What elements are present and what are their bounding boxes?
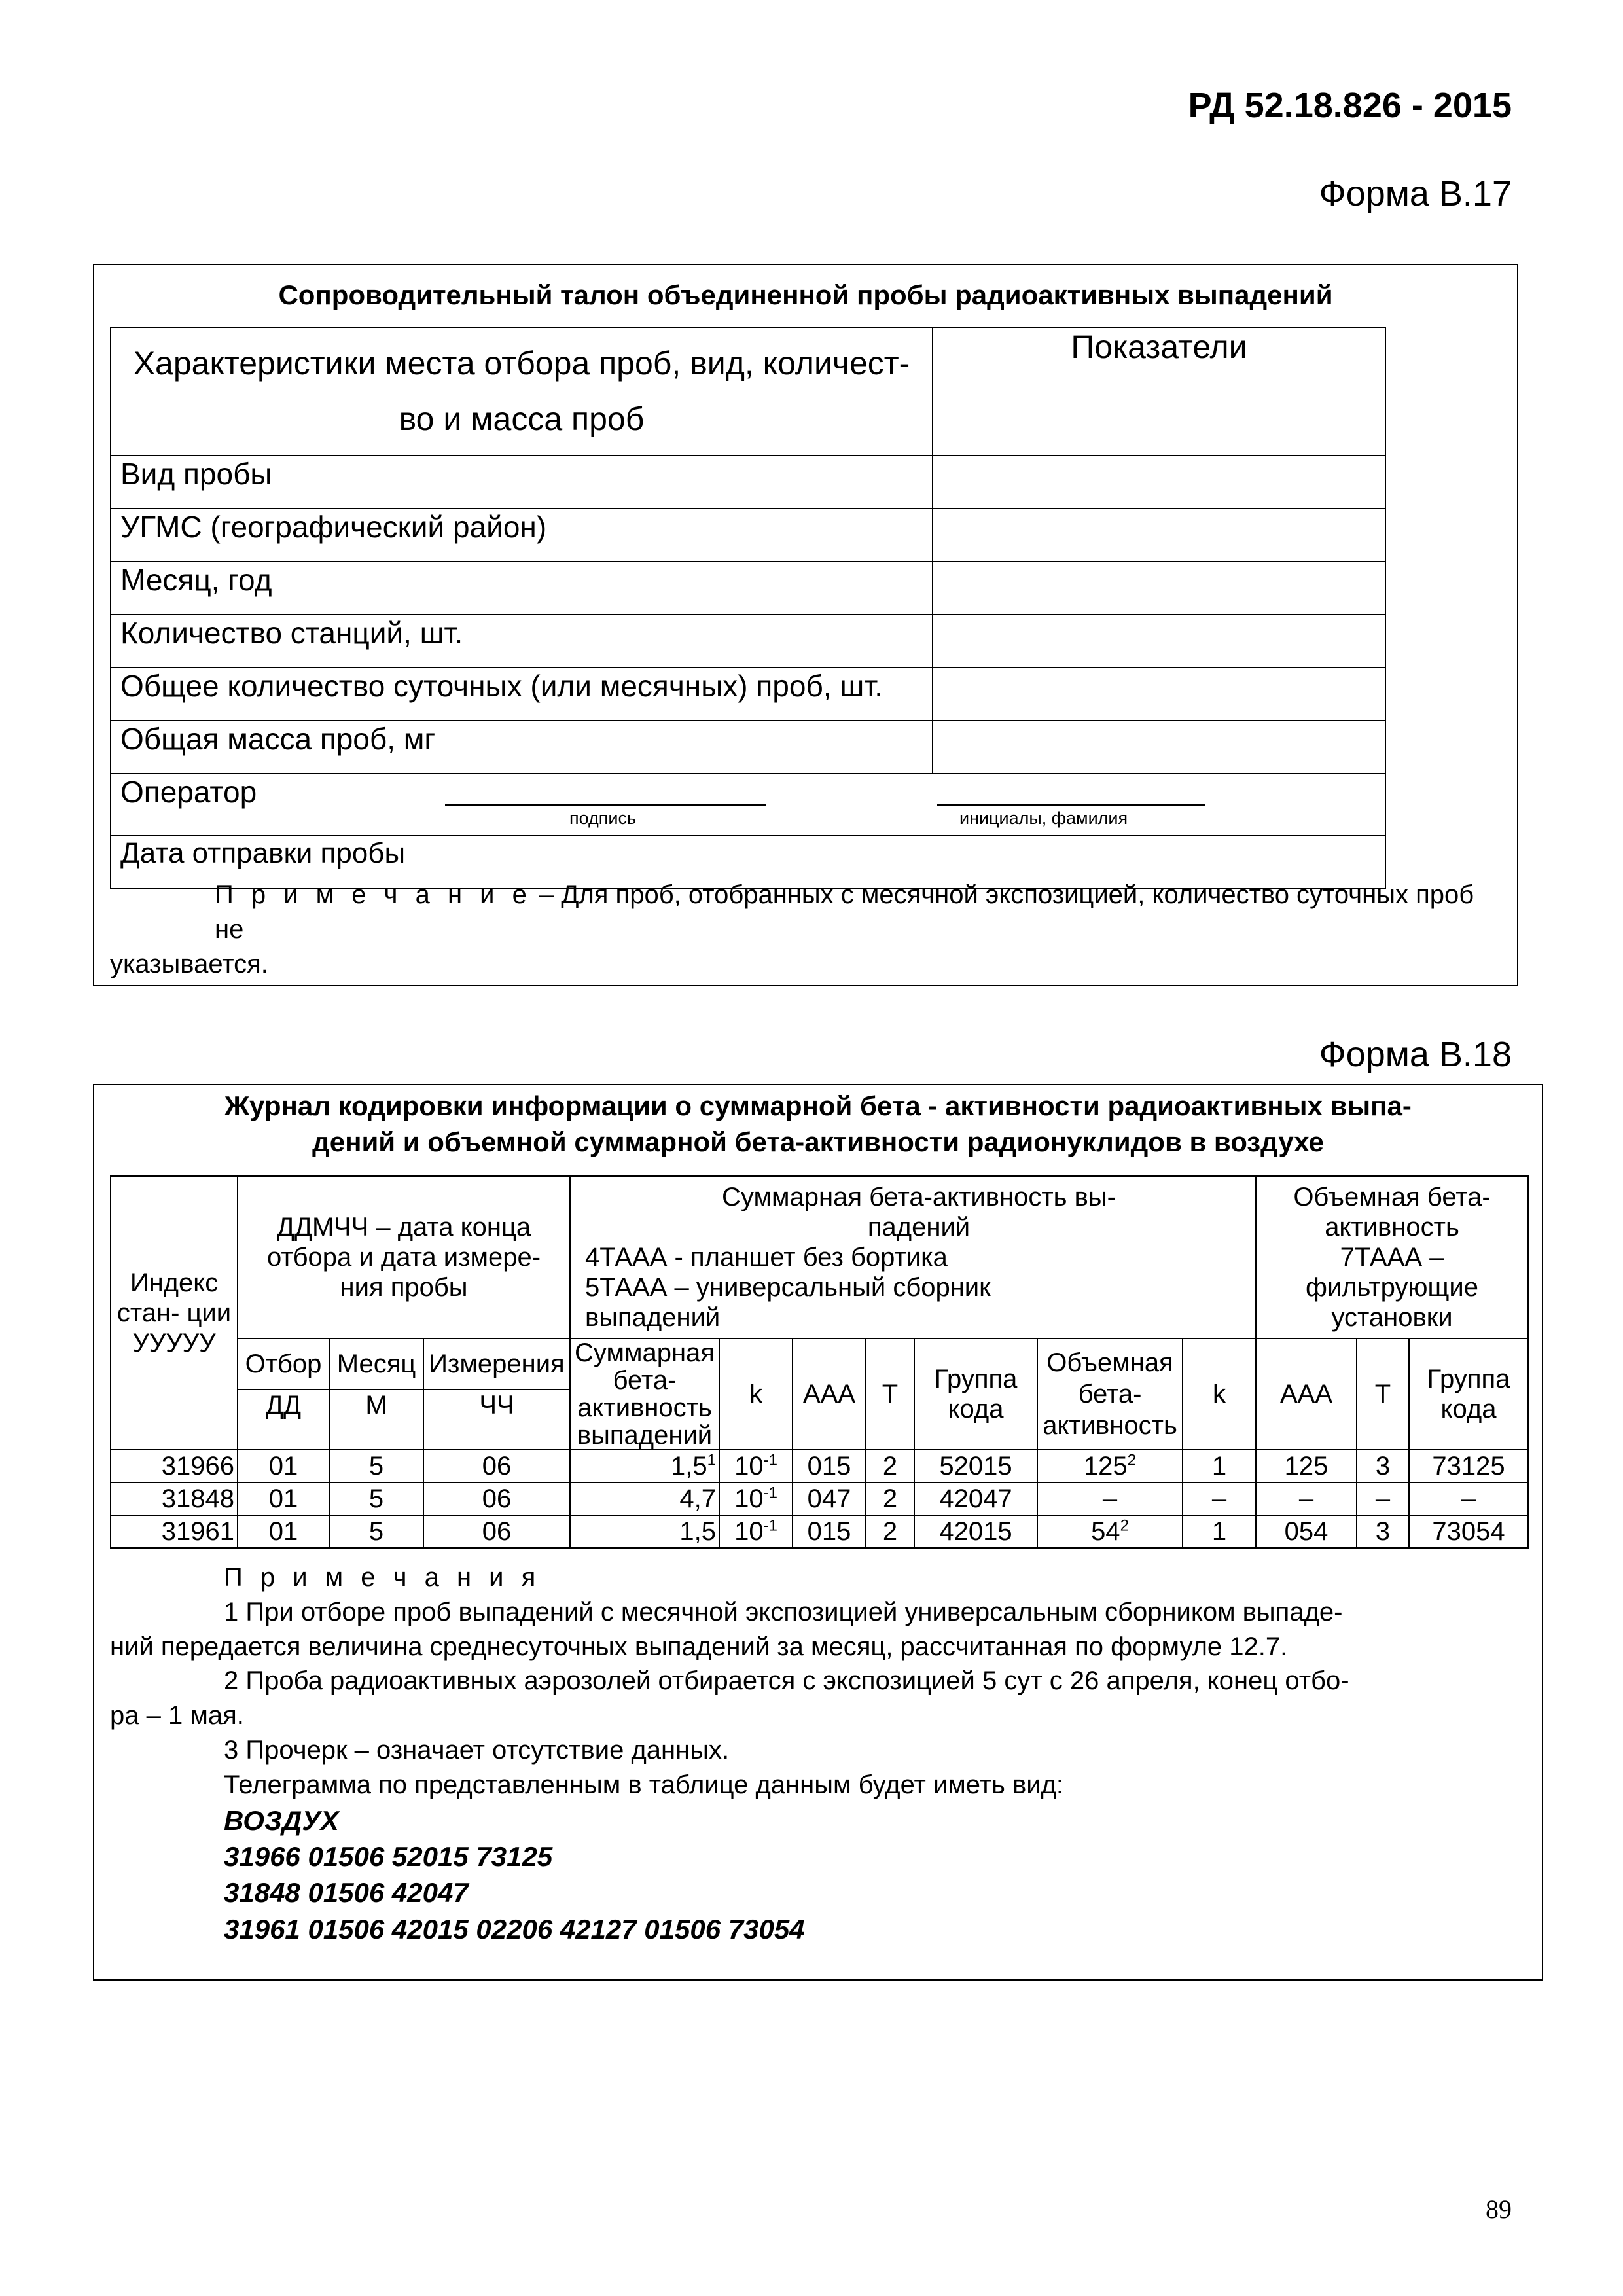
form17-row-label: Месяц, год (111, 562, 933, 615)
telegram-line: 31966 01506 52015 73125 (224, 1841, 553, 1873)
form18-note1b: ний передается величина среднесуточных выпадений за месяц, рассчитанная по формуле 12.7. (110, 1632, 1288, 1661)
table-cell (111, 1515, 238, 1548)
hdr-vol-act: Объемная бета- активность (1037, 1338, 1183, 1450)
cell-value: 42015 (939, 1517, 1012, 1546)
form17-note-text: – Для проб, отобранных с месячной экспозицией, количество суточных проб не (215, 880, 1474, 944)
hdr-vol-l1: Объемная бета-активность (1293, 1183, 1491, 1242)
form17-col1-header (111, 327, 933, 456)
form17-label: Форма В.17 (1319, 174, 1512, 213)
table-cell (1256, 1450, 1357, 1482)
hdr-sum-activity (570, 1176, 1256, 1338)
form18-note3: 3 Прочерк – означает отсутствие данных. (224, 1735, 730, 1765)
cell-value: 1,5 (671, 1452, 707, 1480)
table-cell (423, 1450, 570, 1482)
cell-value: 73125 (1432, 1452, 1505, 1480)
table-cell (1409, 1450, 1528, 1482)
form17-row-label: УГМС (географический район) (111, 509, 933, 562)
hdr-aaa2: ААА (1256, 1338, 1357, 1450)
table-cell (1409, 1482, 1528, 1515)
hdr-group: Группа кода (914, 1338, 1037, 1450)
cell-value: 2 (882, 1452, 898, 1480)
table-cell (423, 1515, 570, 1548)
table-row (111, 1515, 1528, 1548)
cell-value: 31848 (161, 1484, 234, 1513)
cell-superscript: 2 (1120, 1516, 1129, 1535)
form17-col1-header-line2: во и масса проб (399, 401, 645, 437)
document-code: РД 52.18.826 - 2015 (1188, 86, 1512, 125)
signature-line[interactable] (445, 804, 766, 806)
table-cell (1409, 1515, 1528, 1548)
table-cell (238, 1515, 329, 1548)
cell-content (679, 1484, 716, 1513)
cell-value: – (1102, 1484, 1118, 1513)
table-cell (570, 1482, 719, 1515)
cell-value: 01 (268, 1452, 298, 1480)
cell-superscript: 2 (1127, 1451, 1137, 1469)
form17-row-value[interactable] (933, 456, 1385, 509)
hdr-vol-activity (1256, 1176, 1528, 1338)
cell-value: 73054 (1432, 1517, 1505, 1546)
cell-content (734, 1484, 777, 1513)
table-cell (329, 1515, 423, 1548)
cell-value: 5 (368, 1484, 384, 1513)
cell-value: – (1211, 1484, 1227, 1513)
cell-value: 10 (734, 1452, 764, 1480)
cell-value: 015 (807, 1517, 851, 1546)
cell-superscript: 1 (707, 1451, 716, 1469)
table-row (111, 1482, 1528, 1515)
cell-content (1103, 1484, 1117, 1513)
table-cell (1183, 1515, 1256, 1548)
form17-note-label: П р и м е ч а н и е (215, 880, 532, 909)
form17-row-label: Вид пробы (111, 456, 933, 509)
hdr-sum-l3: 4ТААА - планшет без бортика (585, 1243, 948, 1272)
table-cell (329, 1482, 423, 1515)
form17-frame (93, 264, 1518, 986)
cell-value: 5 (368, 1517, 384, 1546)
cell-value: 10 (734, 1484, 764, 1513)
signature-caption: подпись (569, 808, 637, 828)
form17-row-label: Общая масса проб, мг (111, 721, 933, 774)
hdr-dd: ДД (238, 1390, 329, 1450)
form18-title-line2: дений и объемной суммарной бета-активности радионуклидов в воздухе (312, 1126, 1324, 1158)
hdr-chch: ЧЧ (423, 1390, 570, 1450)
page-number: 89 (1486, 2195, 1512, 2224)
cell-value: 2 (882, 1517, 898, 1546)
table-cell (719, 1450, 793, 1482)
table-cell (1357, 1482, 1409, 1515)
cell-value: 06 (482, 1452, 512, 1480)
form17-row-value[interactable] (933, 721, 1385, 774)
cell-value: 1,5 (679, 1517, 716, 1546)
telegram-line: 31961 01506 42015 02206 42127 01506 73054 (224, 1913, 805, 1945)
hdr-sum-l2: падений (867, 1213, 971, 1242)
table-cell (1357, 1450, 1409, 1482)
table-cell (570, 1515, 719, 1548)
hdr-ddmchch: ДДМЧЧ – дата конца отбора и дата измере- ния пробы (238, 1176, 570, 1338)
form17-col2-header: Показатели (933, 327, 1385, 456)
form18-note2b: ра – 1 мая. (110, 1701, 244, 1731)
initials-line[interactable] (937, 804, 1205, 806)
operator-label: Оператор (120, 775, 257, 809)
hdr-month: Месяц (329, 1338, 423, 1390)
cell-value: 10 (734, 1517, 764, 1546)
table-cell (719, 1515, 793, 1548)
cell-value: – (1298, 1484, 1314, 1513)
hdr-sum-l1: Суммарная бета-активность вы- (722, 1183, 1116, 1211)
form18-table-body (111, 1450, 1528, 1548)
telegram-line: ВОЗДУХ (224, 1804, 339, 1836)
cell-value: 01 (268, 1484, 298, 1513)
table-cell (719, 1482, 793, 1515)
table-cell (793, 1482, 866, 1515)
form17-row-label: Общее количество суточных (или месячных) проб, шт. (111, 668, 933, 721)
table-cell (866, 1482, 914, 1515)
cell-value: 06 (482, 1484, 512, 1513)
table-cell (914, 1482, 1037, 1515)
form18-notes (110, 1560, 1526, 1947)
table-cell (914, 1450, 1037, 1482)
cell-value: 5 (368, 1452, 384, 1480)
form18-label: Форма В.18 (1319, 1035, 1512, 1074)
cell-value: 06 (482, 1517, 512, 1546)
cell-superscript: -1 (763, 1484, 777, 1502)
table-cell (793, 1515, 866, 1548)
table-cell (1256, 1515, 1357, 1548)
table-cell (111, 1482, 238, 1515)
initials-caption: инициалы, фамилия (959, 808, 1128, 828)
cell-content (1084, 1452, 1136, 1480)
form17-operator-row (111, 774, 1385, 836)
form17-row-label: Количество станций, шт. (111, 615, 933, 668)
form18-title (94, 1088, 1542, 1160)
form17-col1-header-line1: Характеристики места отбора проб, вид, количест- (133, 345, 910, 382)
table-cell (1183, 1450, 1256, 1482)
cell-value: 1 (1211, 1452, 1227, 1480)
cell-value: 4,7 (679, 1484, 716, 1513)
cell-value: 42047 (939, 1484, 1012, 1513)
table-cell (329, 1450, 423, 1482)
hdr-vol-l2: 7ТААА – фильтрующие установки (1306, 1243, 1478, 1332)
cell-value: – (1461, 1484, 1476, 1513)
form17-table (110, 327, 1386, 889)
hdr-sum-l5: выпадений (585, 1303, 721, 1332)
form17-note-text2: указывается. (110, 949, 268, 978)
cell-value: 31966 (161, 1452, 234, 1480)
hdr-meas: Измерения (423, 1338, 570, 1390)
table-cell (1256, 1482, 1357, 1515)
table-cell (793, 1450, 866, 1482)
cell-content (679, 1517, 716, 1546)
table-cell (914, 1515, 1037, 1548)
hdr-t: Т (866, 1338, 914, 1450)
form17-row-value[interactable] (933, 615, 1385, 668)
form18-frame (93, 1084, 1543, 1981)
cell-value: 125 (1083, 1452, 1128, 1480)
table-cell (1037, 1515, 1183, 1548)
hdr-otbor: Отбор (238, 1338, 329, 1390)
cell-value: 54 (1091, 1517, 1120, 1546)
cell-content (671, 1452, 716, 1480)
table-cell (1037, 1450, 1183, 1482)
cell-value: – (1375, 1484, 1391, 1513)
cell-value: 52015 (939, 1452, 1012, 1480)
form18-table (110, 1175, 1529, 1549)
cell-value: 054 (1284, 1517, 1329, 1546)
form17-row-value[interactable] (933, 509, 1385, 562)
hdr-t2: Т (1357, 1338, 1409, 1450)
table-cell (238, 1482, 329, 1515)
hdr-aaa: ААА (793, 1338, 866, 1450)
cell-value: 1 (1211, 1517, 1227, 1546)
cell-value: 31961 (161, 1517, 234, 1546)
form18-notes-label: П р и м е ч а н и я (224, 1563, 541, 1592)
cell-value: 3 (1375, 1517, 1391, 1546)
hdr-sum-l4: 5ТААА – универсальный сборник (585, 1273, 991, 1302)
table-cell (1037, 1482, 1183, 1515)
form17-row-value[interactable] (933, 562, 1385, 615)
table-cell (866, 1515, 914, 1548)
hdr-k2: k (1183, 1338, 1256, 1450)
form17-note (110, 878, 1501, 981)
cell-value: 3 (1375, 1452, 1391, 1480)
table-cell (111, 1450, 238, 1482)
telegram-intro: Телеграмма по представленным в таблице данным будет иметь вид: (224, 1770, 1064, 1799)
table-row (111, 1450, 1528, 1482)
table-cell (866, 1450, 914, 1482)
form18-title-line1: Журнал кодировки информации о суммарной бета - активности радиоактивных выпа- (224, 1090, 1412, 1121)
cell-content (1091, 1517, 1129, 1546)
table-cell (1357, 1515, 1409, 1548)
cell-value: 125 (1284, 1452, 1329, 1480)
cell-value: 2 (882, 1484, 898, 1513)
cell-superscript: -1 (763, 1451, 777, 1469)
cell-content (734, 1517, 777, 1546)
form17-date-row: Дата отправки пробы (111, 836, 1385, 889)
hdr-group2: Группа кода (1409, 1338, 1528, 1450)
table-cell (423, 1482, 570, 1515)
cell-value: 01 (268, 1517, 298, 1546)
form18-note1a: 1 При отборе проб выпадений с месячной экспозицией универсальным сборником выпаде- (224, 1597, 1343, 1626)
hdr-k: k (719, 1338, 793, 1450)
cell-value: 047 (807, 1484, 851, 1513)
telegram-line: 31848 01506 42047 (224, 1877, 469, 1909)
cell-value: 015 (807, 1452, 851, 1480)
cell-superscript: -1 (763, 1516, 777, 1535)
form17-row-value[interactable] (933, 668, 1385, 721)
form18-note2a: 2 Проба радиоактивных аэрозолей отбирается с экспозицией 5 сут с 26 апреля, конец отбо- (224, 1666, 1349, 1696)
hdr-index: Индекс стан- ции УУУУУ (111, 1176, 238, 1450)
hdr-sum-act: Суммарная бета- активность выпадений (570, 1338, 719, 1450)
table-cell (570, 1450, 719, 1482)
hdr-m: М (329, 1390, 423, 1450)
form17-title: Сопроводительный талон объединенной пробы радиоактивных выпадений (278, 279, 1333, 310)
cell-content (734, 1452, 777, 1480)
table-cell (1183, 1482, 1256, 1515)
table-cell (238, 1450, 329, 1482)
